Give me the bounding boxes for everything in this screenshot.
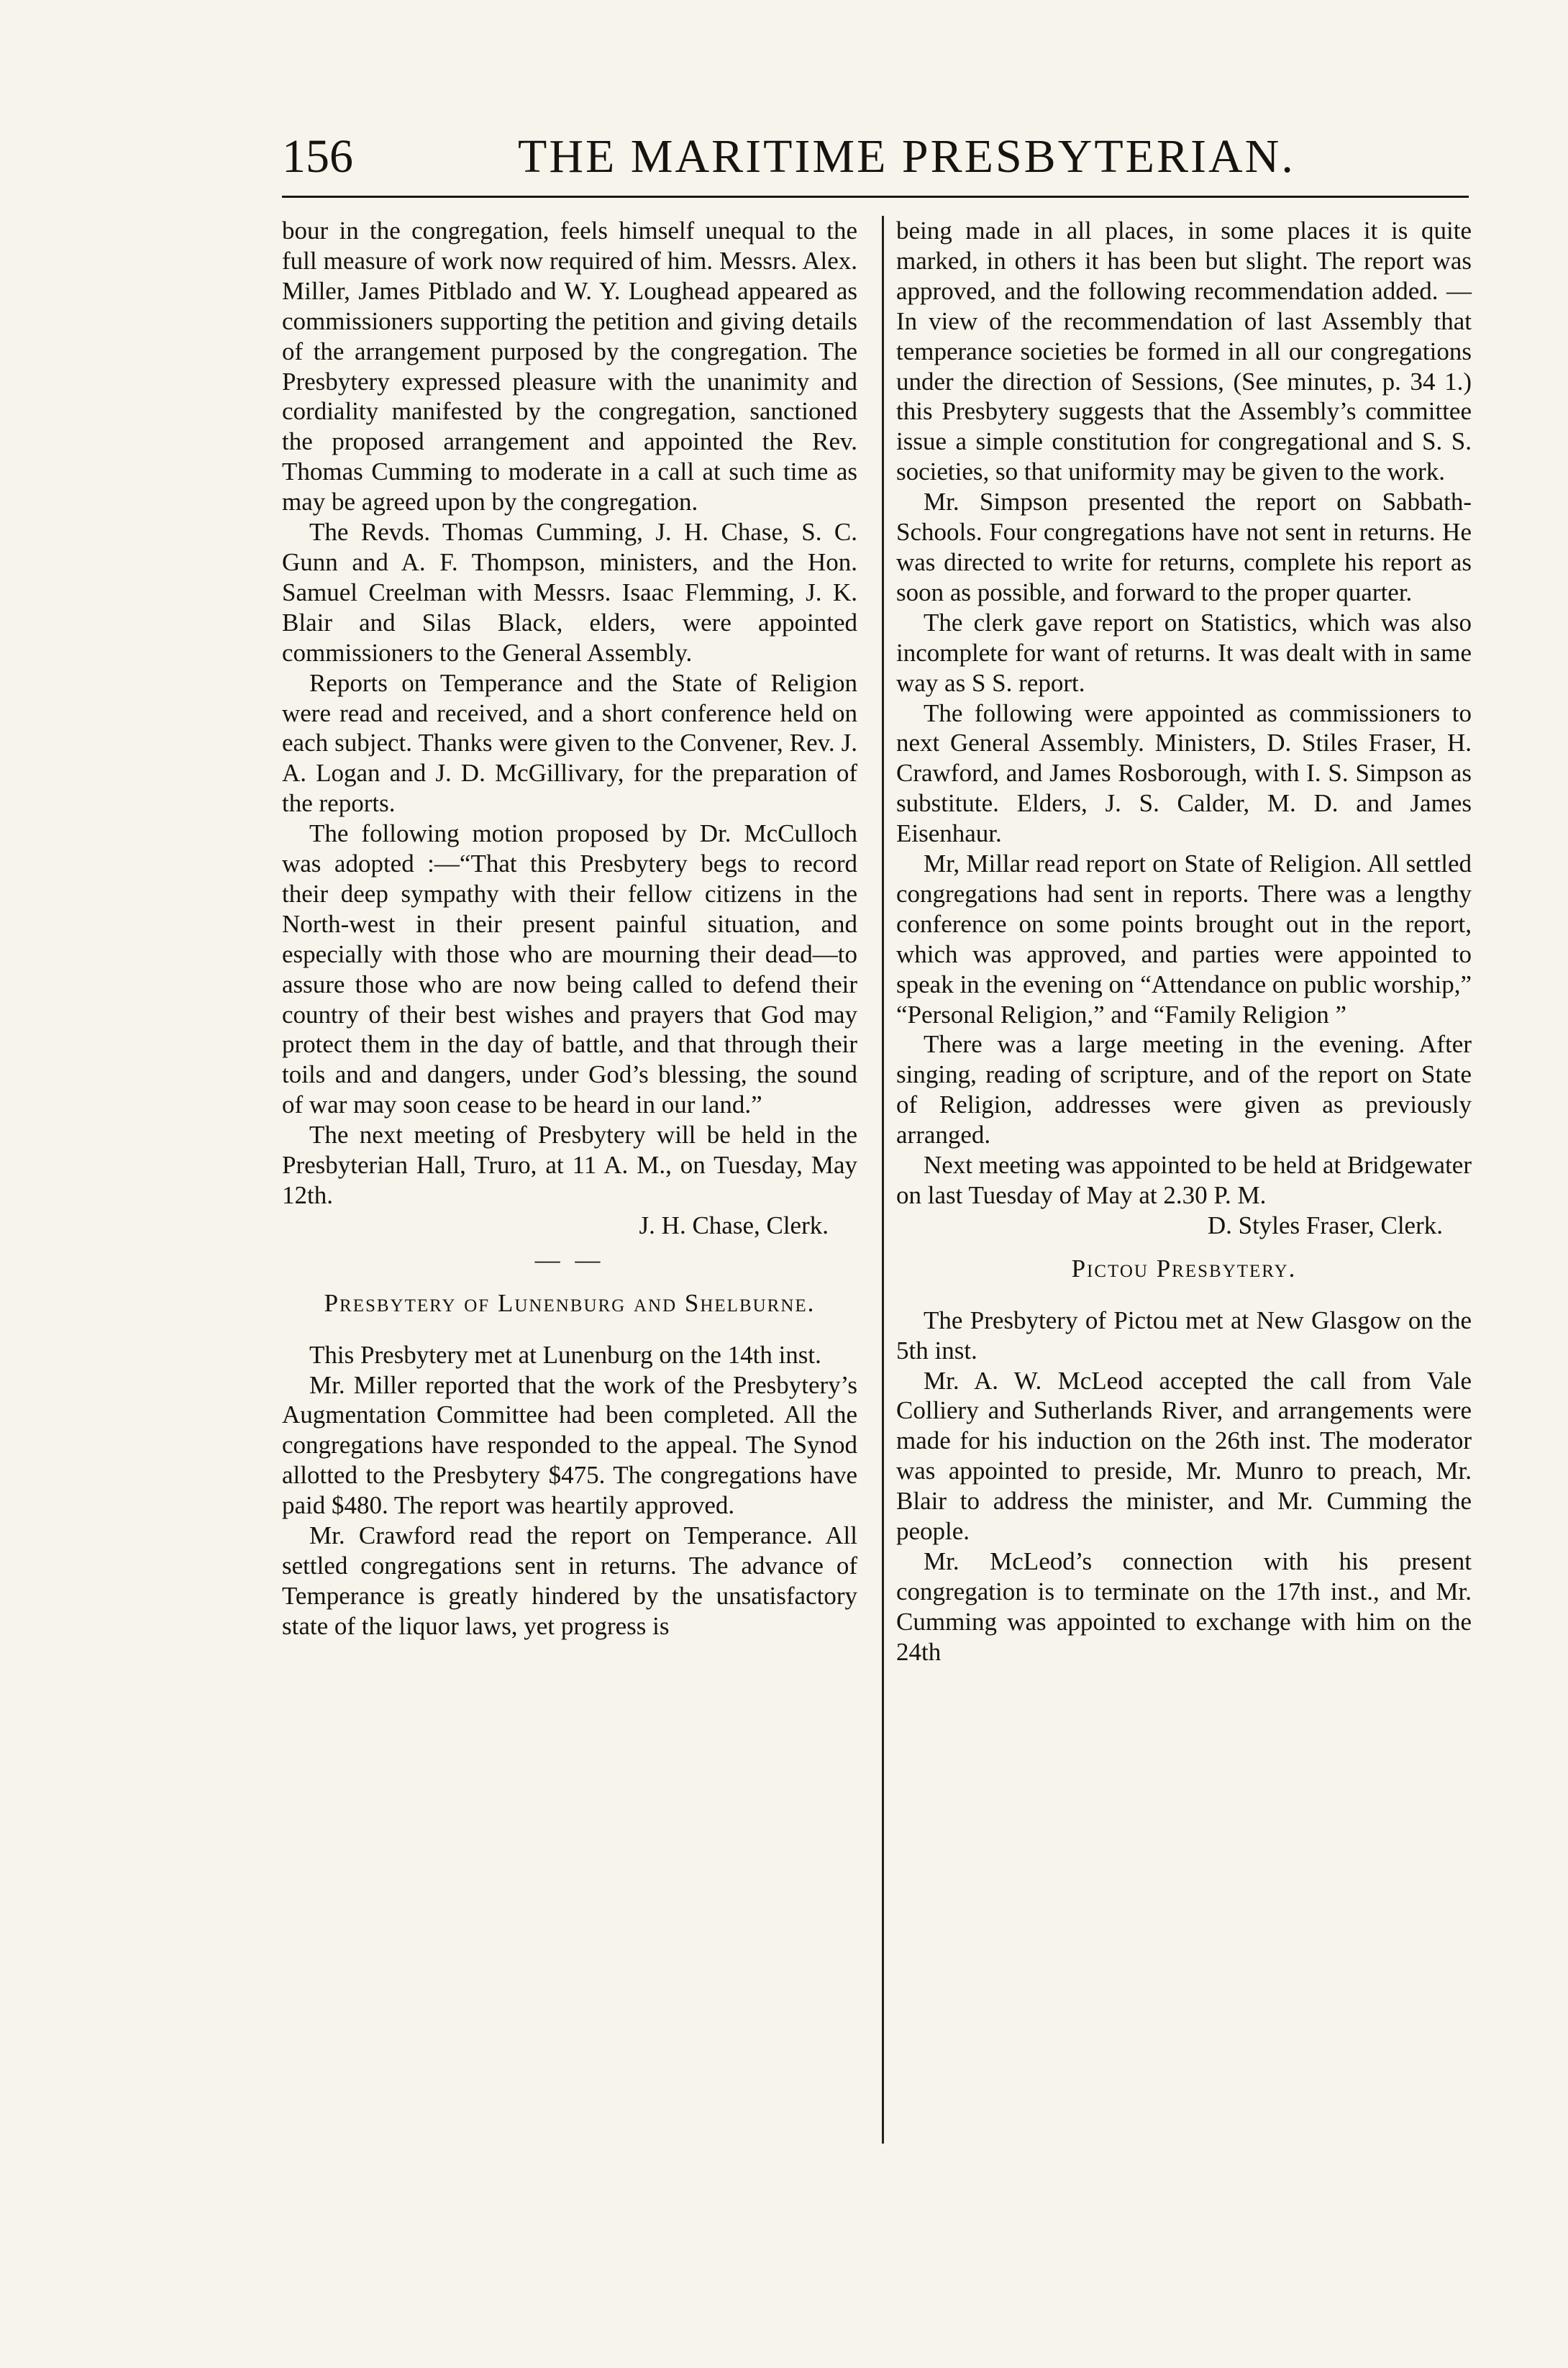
paragraph: Mr. McLeod’s connection with his present congregation is to terminate on the 17th inst., and Mr. Cumming was appointed to exchange with him on the 24th xyxy=(896,1547,1472,1666)
paragraph: The following motion proposed by Dr. McCulloch was adopted :—“That this Presbytery begs to record their deep sympathy with their fellow citizens in the North-west in their present painful situation, and especially with those who are mourning their dead—to assure those who are now being called to defend their country of their best wishes and prayers that God may protect them in the day of battle, and that through their toils and and dangers, under God’s blessing, the sound of war may soon cease to be heard in our land.” xyxy=(282,819,857,1119)
paragraph: being made in all places, in some places it is quite marked, in others it has been but slight. The report was approved, and the following recommendation added. —In view of the recommendation of last Assembly that temperance societies be formed in all our congregations under the direction of Sessions, (See minutes, p. 34 1.) this Presbytery suggests that the Assembly’s committee issue a simple constitution for congregational and S. S. societies, so that uniformity may be given to the work. xyxy=(896,217,1472,486)
paragraph: Mr. Crawford read the report on Temperance. All settled congregations sent in returns. The advance of Temperance is greatly hindered by the unsatisfactory state of the liquor laws, yet progress is xyxy=(282,1521,857,1640)
header-rule xyxy=(282,196,1469,198)
page-header xyxy=(0,108,1568,194)
running-title: THE MARITIME PRESBYTERIAN. xyxy=(518,130,1295,183)
paragraph: There was a large meeting in the evening. After singing, reading of scripture, and of the report on State of Religion, addresses were given as previously arranged. xyxy=(896,1030,1472,1149)
paragraph: Next meeting was appointed to be held at Bridgewater on last Tuesday of May at 2.30 P. M. xyxy=(896,1151,1472,1209)
right-column xyxy=(896,216,1472,1667)
paragraph: Mr. Simpson presented the report on Sabbath-Schools. Four congregations have not sent in returns. He was directed to write for returns, complete his report as soon as possible, and forward to the proper quarter. xyxy=(896,488,1472,606)
section-heading: Pictou Presbytery. xyxy=(1071,1254,1297,1283)
paragraph: This Presbytery met at Lunenburg on the 14th inst. xyxy=(309,1340,821,1369)
paragraph: Mr. A. W. McLeod accepted the call from Vale Colliery and Sutherlands River, and arrangements were made for his induction on the 26th inst. The moderator was appointed to preside, Mr. Munro to preach, Mr. Blair to address the minister, and Mr. Cumming the people. xyxy=(896,1366,1472,1546)
signature: D. Styles Fraser, Clerk. xyxy=(1207,1211,1443,1239)
paragraph: The Revds. Thomas Cumming, J. H. Chase, S. C. Gunn and A. F. Thompson, ministers, and the Hon. Samuel Creelman with Messrs. Isaac Flemming, J. K. Blair and Silas Black, elders, were appointed commissioners to the General Assembly. xyxy=(282,518,857,667)
section-heading: Presbytery of Lunenburg and Shelburne. xyxy=(324,1288,816,1317)
paragraph: The clerk gave report on Statistics, which was also incomplete for want of returns. It was dealt with in same way as S S. report. xyxy=(896,608,1472,697)
left-column xyxy=(282,216,857,1641)
paragraph: Mr. Miller reported that the work of the Presbytery’s Augmentation Committee had been completed. All the congregations have responded to the appeal. The Synod allotted to the Presbytery $475. The congregations have paid $480. The report was heartily approved. xyxy=(282,1370,857,1520)
paragraph: The next meeting of Presbytery will be held in the Presbyterian Hall, Truro, at 11 A. M., on Tuesday, May 12th. xyxy=(282,1121,857,1209)
page-number: 156 xyxy=(282,130,353,183)
separator: — — xyxy=(534,1245,605,1274)
paragraph: bour in the congregation, feels himself unequal to the full measure of work now required of him. Messrs. Alex. Miller, James Pitblado and W. Y. Loughead appeared as commissioners supporting the petition and giving details of the arrangement purposed by the congregation. The Presbytery expressed pleasure with the unanimity and cordiality manifested by the congregation, sanctioned the proposed arrangement and appointed the Rev. Thomas Cumming to moderate in a call at such time as may be agreed upon by the congregation. xyxy=(282,217,857,516)
signature: J. H. Chase, Clerk. xyxy=(639,1211,829,1239)
paragraph: Reports on Temperance and the State of Religion were read and received, and a short conference held on each subject. Thanks were given to the Convener, Rev. J. A. Logan and J. D. McGillivary, for the preparation of the reports. xyxy=(282,668,857,818)
paragraph: Mr, Millar read report on State of Religion. All settled congregations had sent in reports. There was a lengthy conference on some points brought out in the report, which was approved, and parties were appointed to speak in the evening on “Attendance on public worship,” “Personal Religion,” and “Family Religion ” xyxy=(896,850,1472,1029)
paragraph: The Presbytery of Pictou met at New Glasgow on the 5th inst. xyxy=(896,1306,1472,1365)
column-rule xyxy=(882,216,884,2144)
paragraph: The following were appointed as commissioners to next General Assembly. Ministers, D. Stiles Fraser, H. Crawford, and James Rosborough, with I. S. Simpson as substitute. Elders, J. S. Calder, M. D. and James Eisenhaur. xyxy=(896,698,1472,848)
